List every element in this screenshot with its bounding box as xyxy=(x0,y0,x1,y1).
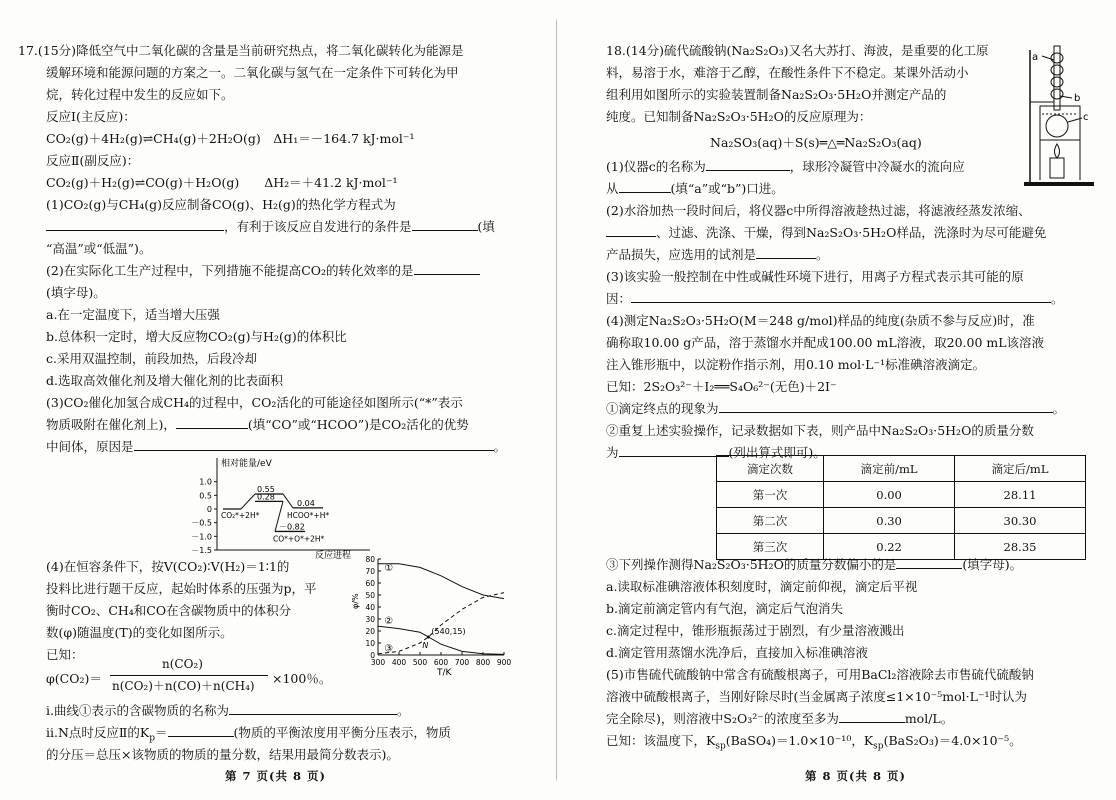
table-row xyxy=(717,482,1086,508)
x-axis-label: 反应进程 xyxy=(315,551,352,561)
q18-line-4: 纯度。已知制备Na₂S₂O₃·5H₂O的反应原理为： xyxy=(606,109,872,124)
answer-blank-part2[interactable] xyxy=(414,260,480,275)
q17-part1-line-3: “高温”或“低温”)。 xyxy=(46,241,152,256)
reaction-2-equation: CO₂(g)＋H₂(g)⇌CO(g)＋H₂O(g) ΔH₂＝＋41.2 kJ·mol⁻¹ xyxy=(46,175,398,190)
reaction-1-heading: 反应Ⅰ(主反应)： xyxy=(46,109,136,124)
q17-part2-line-1: (2)在实际化工生产过程中，下列措施不能提高CO₂的转化效率的是 xyxy=(46,260,480,282)
table-header: 滴定后/mL xyxy=(955,456,1086,482)
q18-part1-line-2: 从 (填“a”或“b”)口进。 xyxy=(606,178,784,200)
answer-blank-curve1[interactable] xyxy=(229,700,397,715)
q17-line-2: 缓解环境和能源问题的方案之一。二氧化碳与氢气在一定条件下可转化为甲 xyxy=(46,65,459,80)
reaction-2-heading: 反应Ⅱ(副反应)： xyxy=(46,153,140,168)
option-c: c.滴定过程中，锥形瓶振荡过于剧烈，有少量溶液溅出 xyxy=(606,623,905,638)
q18-part2-line-2: 、过滤、洗涤、干燥，得到Na₂S₂O₃·5H₂O样品，洗涤时为尽可能避免 xyxy=(606,222,1046,244)
reaction-principle: Na₂SO₃(aq)＋S(s)═△═Na₂S₂O₃(aq) xyxy=(710,135,922,150)
point-n-coord: (540,15) xyxy=(431,627,466,636)
page-divider xyxy=(556,20,557,780)
q18-line-2: 料，易溶于水，难溶于乙醇，在酸性条件下不稳定。某课外活动小 xyxy=(606,65,969,80)
x-tick-label: 700 xyxy=(454,658,470,667)
apparatus-diagram xyxy=(1022,40,1098,190)
condenser-tube xyxy=(1054,46,1060,110)
q18-part4-line-2: 确称取10.00 g产品，溶于蒸馏水并配成100.00 mL溶液，取20.00 mL该溶液 xyxy=(606,335,1045,350)
q17-part1-line-1: (1)CO₂(g)与CH₄(g)反应制备CO(g)、H₂(g)的热化学方程式为 xyxy=(46,197,396,212)
q18-part3-line-1: (3)该实验一般控制在中性或碱性环境下进行，用离子方程式表示其可能的原 xyxy=(606,269,1024,284)
titration-table xyxy=(716,455,1086,560)
q17-part4-line-3: 衡时CO₂、CH₄和CO在含碳物质中的体积分 xyxy=(46,603,292,618)
x-tick-label: 800 xyxy=(475,658,491,667)
q18-line-3: 组利用如图所示的实验装置制备Na₂S₂O₃·5H₂O并测定产品的 xyxy=(606,87,947,102)
fraction-bar xyxy=(110,675,268,676)
alcohol-lamp xyxy=(1050,158,1064,178)
answer-blank-equation[interactable] xyxy=(46,216,224,231)
x-axis-label: T/K xyxy=(437,668,452,678)
y-tick-label: 10 xyxy=(365,639,375,648)
answer-blank-condition[interactable] xyxy=(412,216,478,231)
q18-part4-sub3: ③下列操作测得Na₂S₂O₃·5H₂O的质量分数偏小的是 (填字母)。 xyxy=(606,554,1022,576)
y-tick-label: －0.5 xyxy=(191,518,212,528)
answer-blank-intermediate[interactable] xyxy=(176,414,248,429)
y-tick-label: 30 xyxy=(365,615,375,624)
answer-blank-mass-fraction[interactable] xyxy=(619,442,729,457)
table-cell: 28.11 xyxy=(955,482,1086,508)
answer-blank-reason[interactable] xyxy=(134,436,494,451)
reaction-1-equation: CO₂(g)＋4H₂(g)⇌CH₄(g)＋2H₂O(g) ΔH₁＝－164.7 kJ·mol⁻¹ xyxy=(46,131,415,146)
label-a: a xyxy=(1032,52,1039,63)
answer-blank-low-result[interactable] xyxy=(896,554,962,569)
q17-part4-line-2: 投料比进行题干反应，起始时体系的压强为p，平 xyxy=(46,581,317,596)
page-footer-7: 第 7 页(共 8 页) xyxy=(225,769,326,783)
y-tick-label: 0 xyxy=(370,651,375,660)
flask-c xyxy=(1046,115,1068,137)
table-cell: 第一次 xyxy=(717,482,824,508)
y-tick-label: 70 xyxy=(365,567,375,576)
table-cell: 第三次 xyxy=(717,534,824,560)
y-tick-label: 50 xyxy=(365,591,375,600)
level-label: 0.28 xyxy=(257,492,275,502)
point-n-label: N xyxy=(422,641,429,650)
q17-part4-line-1: (4)在恒容条件下，按V(CO₂)∶V(H₂)＝1∶1的 xyxy=(46,559,290,574)
table-cell: 0.00 xyxy=(824,482,955,508)
table-cell: 28.35 xyxy=(955,534,1086,560)
table-cell: 第二次 xyxy=(717,508,824,534)
answer-blank-ionic-equation[interactable] xyxy=(631,288,1051,303)
flame-icon xyxy=(1055,144,1060,158)
label-c: c xyxy=(1083,112,1089,123)
y-tick-label: 20 xyxy=(365,627,375,636)
y-tick-label: －1.5 xyxy=(191,546,212,555)
q18-part2-line-3: 产品损失，应选用的试剂是 。 xyxy=(606,244,829,266)
answer-blank-water-inlet[interactable] xyxy=(619,178,671,193)
answer-blank-endpoint[interactable] xyxy=(719,398,1053,413)
y-axis-label: 相对能量/eV xyxy=(221,459,272,469)
q18-part5-line-2: 溶液中硫酸根离子，当刚好除尽时(当金属离子浓度≤1×10⁻⁵mol·L⁻¹时认为 xyxy=(606,689,1028,704)
q17-part3-line-1: (3)CO₂催化加氢合成CH₄的过程中，CO₂活化的可能途径如图所示(“*”表示 xyxy=(46,395,463,410)
phi-formula-denominator: n(CO₂)＋n(CO)＋n(CH₄) xyxy=(112,679,255,693)
table-cell: 0.22 xyxy=(824,534,955,560)
species-label: CO*+O*+2H* xyxy=(273,534,325,544)
known-label: 已知： xyxy=(46,647,84,662)
curve-label: ③ xyxy=(384,643,394,655)
right-page xyxy=(560,0,1116,800)
q17-part2-line-2: (填字母)。 xyxy=(46,285,106,300)
x-tick-label: 500 xyxy=(412,658,428,667)
point-n xyxy=(427,636,430,639)
curve-label: ② xyxy=(384,615,394,627)
q18-line-1: 18.(14分)硫代硫酸钠(Na₂S₂O₃)又名大苏打、海波，是重要的化工原 xyxy=(606,43,989,58)
x-tick-label: 900 xyxy=(496,658,512,667)
option-a: a.在一定温度下，适当增大压强 xyxy=(46,307,220,322)
energy-profile-chart xyxy=(175,458,375,561)
q18-part4-sub1: ①滴定终点的现象为 。 xyxy=(606,398,1065,420)
answer-blank-s2o3-conc[interactable] xyxy=(839,708,905,723)
option-b: b.总体积一定时，增大反应物CO₂(g)与H₂(g)的体积比 xyxy=(46,329,347,344)
level-label: 0.55 xyxy=(257,484,275,494)
answer-blank-kp[interactable] xyxy=(168,722,234,737)
y-tick-label: 40 xyxy=(365,603,375,612)
y-tick-label: 0.5 xyxy=(199,491,212,501)
x-tick-label: 400 xyxy=(391,658,407,667)
q17-part4-line-4: 数(φ)随温度(T)的变化如图所示。 xyxy=(46,625,233,640)
q18-part4-sub2-line-1: ②重复上述实验操作，记录数据如下表，则产品中Na₂S₂O₃·5H₂O的质量分数 xyxy=(606,423,1034,438)
phi-formula-lhs: φ(CO₂)＝ xyxy=(46,671,102,686)
page-footer-8: 第 8 页(共 8 页) xyxy=(805,769,906,783)
q17-line-1: 17.(15分)降低空气中二氧化碳的含量是当前研究热点，将二氧化碳转化为能源是 xyxy=(18,43,464,58)
curve-label: ① xyxy=(384,563,394,574)
connector xyxy=(241,494,255,509)
option-c: c.采用双温控制，前段加热，后段冷却 xyxy=(46,351,257,366)
answer-blank-wash-reagent[interactable] xyxy=(756,244,816,259)
species-label: CO₂*+2H* xyxy=(221,511,260,520)
label-b: b xyxy=(1074,93,1081,104)
q18-known-equation: 已知：2S₂O₃²⁻＋I₂══S₄O₆²⁻(无色)＋2I⁻ xyxy=(606,379,837,394)
table-cell: 30.30 xyxy=(955,508,1086,534)
table-header: 滴定前/mL xyxy=(824,456,955,482)
q17-part4-ii-line-2: 的分压＝总压×该物质的物质的量分数，结果用最简分数表示)。 xyxy=(46,747,399,762)
option-d: d.滴定管用蒸馏水洗净后，直接加入标准碘溶液 xyxy=(606,645,868,660)
left-page xyxy=(0,0,556,800)
y-axis-label: φ/% xyxy=(351,593,360,609)
option-a: a.读取标准碘溶液体积刻度时，滴定前仰视，滴定后平视 xyxy=(606,579,918,594)
answer-blank-crystallize[interactable] xyxy=(606,222,656,237)
q17-part3-line-3: 中间体，原因是 。 xyxy=(46,436,506,458)
stand-base xyxy=(1024,182,1094,186)
y-tick-label: 60 xyxy=(365,579,375,588)
q17-part1-line-2: ，有利于该反应自发进行的条件是 (填 xyxy=(46,216,495,238)
option-b: b.滴定前滴定管内有气泡，滴定后气泡消失 xyxy=(606,601,843,616)
curve-1 xyxy=(378,564,504,599)
x-tick-label: 600 xyxy=(433,658,449,667)
q18-part5-line-3: 完全除尽)，则溶液中S₂O₃²⁻的浓度至多为 mol/L。 xyxy=(606,708,953,730)
label-a-leader xyxy=(1042,56,1054,60)
connector xyxy=(283,494,293,508)
y-tick-label: 0 xyxy=(206,505,212,514)
level-label: 0.04 xyxy=(297,498,315,508)
q18-part5-line-1: (5)市售硫代硫酸钠中常含有硫酸根离子，可用BaCl₂溶液除去市售硫代硫酸钠 xyxy=(606,667,1034,682)
q18-part4-sub2-line-2: 为 (列出算式即可)。 xyxy=(606,442,826,464)
y-tick-label: 1.0 xyxy=(199,477,212,487)
q17-part4-i: ⅰ.曲线①表示的含碳物质的名称为 。 xyxy=(46,700,410,722)
table-row xyxy=(717,508,1086,534)
q17-part3-line-2: 物质吸附在催化剂上)， (填“CO”或“HCOO”)是CO₂活化的优势 xyxy=(46,414,469,436)
q18-ksp-known: 已知：该温度下，$K_{sp}(BaSO_4)=1.0\times 10^{-10}$，$K_{sp}(BaS_2O_3)=4.0\times 10^{-5}$。 xyxy=(606,733,1022,752)
table-header: 滴定次数 xyxy=(717,456,824,482)
option-d: d.选取高效催化剂及增大催化剂的比表面积 xyxy=(46,373,283,388)
level-label: －0.82 xyxy=(279,522,305,532)
q18-part3-line-2: 因： 。 xyxy=(606,288,1064,310)
x-tick-label: 300 xyxy=(370,658,386,667)
q17-line-3: 烷，转化过程中发生的反应如下。 xyxy=(46,87,234,102)
phi-formula-percent: ×100％。 xyxy=(272,671,332,686)
y-tick-label: 80 xyxy=(365,555,375,564)
phi-temperature-chart xyxy=(352,553,512,678)
q18-part2-line-1: (2)水浴加热一段时间后，将仪器c中所得溶液趁热过滤，将滤液经蒸发浓缩、 xyxy=(606,203,1031,218)
q18-part4-line-1: (4)测定Na₂S₂O₃·5H₂O(M＝248 g/mol)样品的纯度(杂质不参与反应)时，准 xyxy=(606,313,1035,328)
answer-blank-instrument-c[interactable] xyxy=(706,156,790,171)
table-header-row xyxy=(717,456,1086,482)
phi-formula-numerator: n(CO₂) xyxy=(162,657,203,671)
q18-part4-line-3: 注入锥形瓶中，以淀粉作指示剂，用0.10 mol·L⁻¹标准碘溶液滴定。 xyxy=(606,357,986,372)
table-cell: 0.30 xyxy=(824,508,955,534)
y-tick-label: －1.0 xyxy=(191,532,212,542)
q17-part4-ii: ⅱ.N点时反应Ⅱ的$K_p=$ (物质的平衡浓度用平衡分压表示，物质 xyxy=(46,722,451,750)
q18-part1-line-1: (1)仪器c的名称为 ，球形冷凝管中冷凝水的流向应 xyxy=(606,156,965,178)
species-label: HCOO*+H* xyxy=(287,510,330,520)
